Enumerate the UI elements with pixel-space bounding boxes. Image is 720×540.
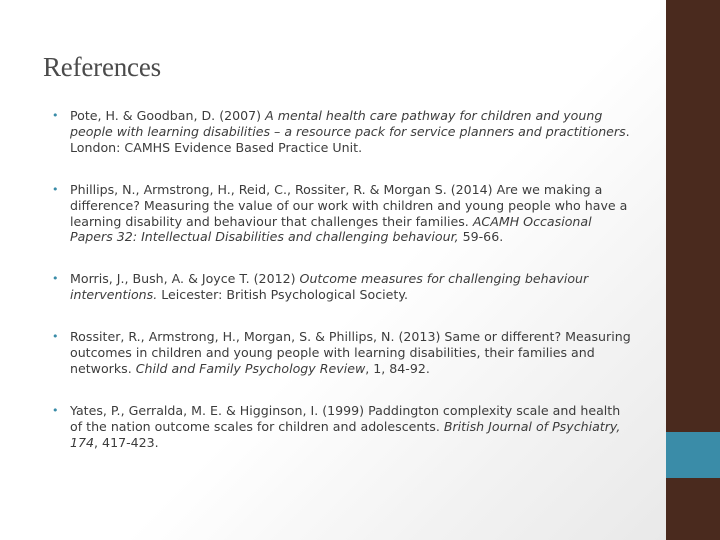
reference-text: . London: CAMHS Evidence Based Practice Unit.: [70, 123, 630, 155]
reference-item: [52, 108, 632, 156]
bullet-icon: •: [52, 330, 59, 344]
reference-text: Leicester: British Psychological Society.: [157, 287, 408, 303]
reference-italic-text: British Journal of Psychiatry, 174: [70, 418, 621, 450]
bullet-icon: •: [52, 109, 59, 122]
reference-text: , 417-423.: [94, 434, 159, 450]
reference-text: 59-66.: [458, 229, 504, 245]
bullet-icon: •: [52, 272, 59, 286]
reference-text: Yates, P., Gerralda, M. E. & Higginson, I. (1999) Paddington complexity scale and health of the nation outcome scales for children and adolescents.: [70, 402, 621, 434]
sidebar-accent-block: [666, 432, 720, 478]
reference-italic-text: ACAMH Occasional Papers 32: Intellectual Disabilities and challenging behaviour,: [70, 213, 592, 245]
slide-title: References: [43, 52, 161, 82]
reference-list: [52, 108, 632, 477]
reference-text: Rossiter, R., Armstrong, H., Morgan, S. & Phillips, N. (2013) Same or different? Measuring outcomes in children and young people with learning disabilities, their families and networks.: [70, 329, 631, 376]
reference-italic-text: A mental health care pathway for children and young people with learning disabilities – a resource pack for service planners and practitioners: [70, 108, 626, 139]
reference-text: Pote, H. & Goodban, D. (2007): [70, 108, 266, 123]
reference-text: Morris, J., Bush, A. & Joyce T. (2012): [70, 271, 300, 287]
reference-italic-text: Child and Family Psychology Review: [135, 360, 366, 376]
reference-text: Phillips, N., Armstrong, H., Reid, C., Rossiter, R. & Morgan S. (2014) Are we making a difference? Measuring the value of our work with children and young people who have a learning disability and behaviour that challenges their families.: [70, 181, 628, 229]
reference-item: [52, 271, 632, 303]
reference-italic-text: Outcome measures for challenging behaviour interventions.: [70, 271, 589, 303]
reference-item: [52, 182, 632, 246]
reference-item: [52, 403, 632, 451]
reference-item: [52, 329, 632, 377]
bullet-icon: •: [52, 182, 59, 196]
bullet-icon: •: [52, 403, 59, 417]
reference-text: , 1, 84-92.: [365, 360, 430, 376]
